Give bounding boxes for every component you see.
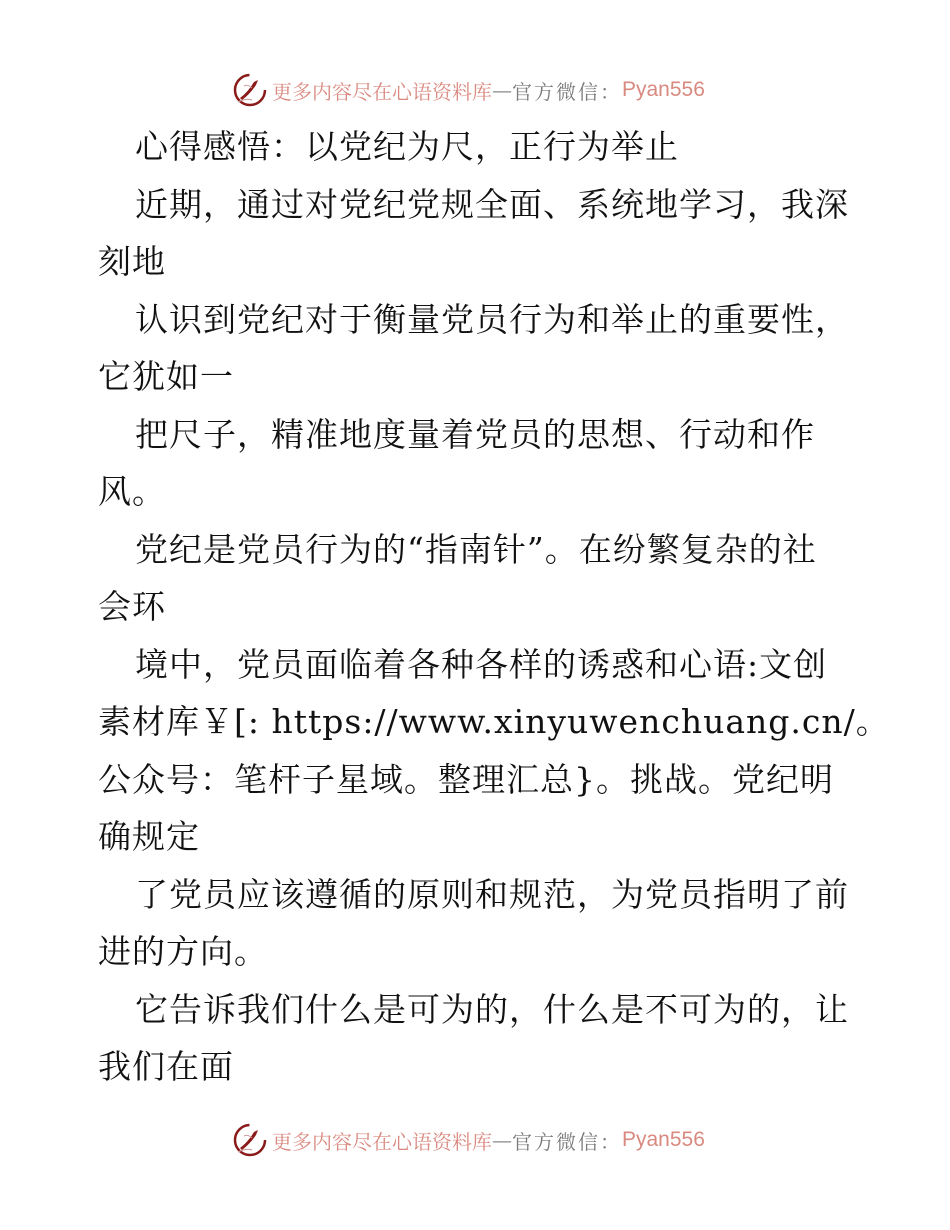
quill-pen-logo-icon — [232, 1122, 268, 1158]
watermark-brand-text: 更多内容尽在心语资料库 — [272, 1129, 492, 1154]
text-line: 风。 — [98, 472, 166, 511]
watermark-brand-text: 更多内容尽在心语资料库 — [272, 79, 492, 104]
text-line: 我们在面 — [98, 1047, 234, 1086]
watermark-dash: — — [492, 1128, 512, 1152]
watermark-wechat-label: 官方微信： — [512, 1129, 622, 1154]
document-title-line: 心得感悟：以党纪为尺，正行为举止 — [135, 127, 679, 166]
text-line: 党纪是党员行为的“指南针”。在纷繁复杂的社 — [135, 530, 817, 569]
quill-pen-logo-icon — [232, 72, 268, 108]
text-line: 确规定 — [98, 817, 200, 856]
text-line: 刻地 — [98, 242, 166, 281]
text-line: 它告诉我们什么是可为的，什么是不可为的，让 — [135, 990, 849, 1029]
text-line: 进的方向。 — [98, 932, 268, 971]
header-watermark — [232, 70, 712, 110]
text-line: 公众号：笔杆子星域。整理汇总}。挑战。党纪明 — [98, 760, 834, 799]
watermark-wechat-label: 官方微信： — [512, 79, 622, 104]
footer-watermark — [232, 1120, 712, 1160]
text-line: 了党员应该遵循的原则和规范，为党员指明了前 — [135, 875, 849, 914]
watermark-dash: — — [492, 78, 512, 102]
watermark-wechat-id: Pyan556 — [622, 1128, 705, 1151]
text-line: 境中，党员面临着各种各样的诱惑和心语:文创 — [135, 645, 828, 684]
text-line: 认识到党纪对于衡量党员行为和举止的重要性， — [135, 300, 849, 339]
text-line: 它犹如一 — [98, 357, 234, 396]
text-line: 近期，通过对党纪党规全面、系统地学习，我深 — [135, 185, 849, 224]
watermark-wechat-id: Pyan556 — [622, 78, 705, 101]
text-line-with-url: 素材库￥[: https://www.xinyuwenchuang.cn/。 — [98, 702, 890, 741]
text-line: 会环 — [98, 587, 166, 626]
text-line: 把尺子，精准地度量着党员的思想、行动和作 — [135, 415, 815, 454]
